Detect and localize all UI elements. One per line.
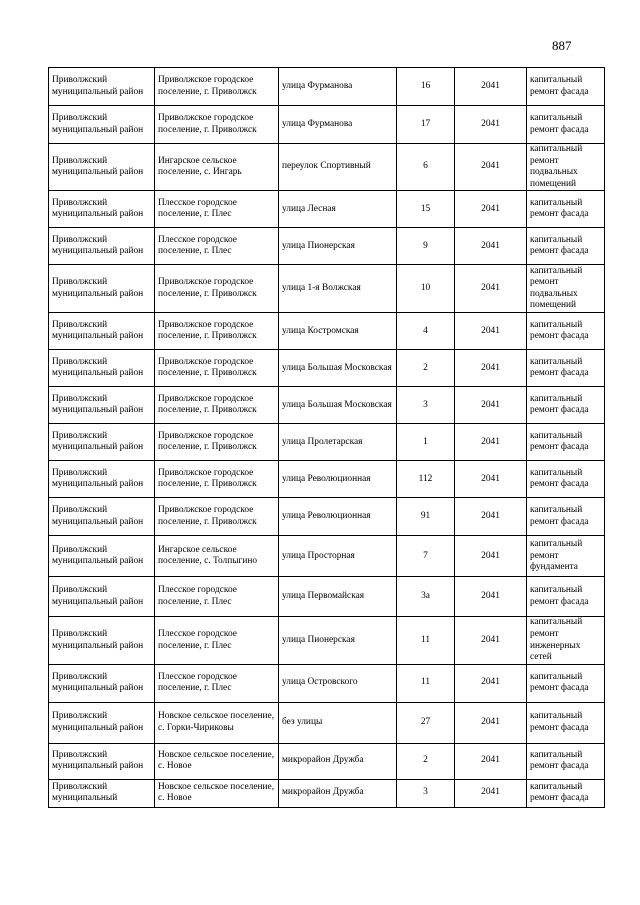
year-cell: 2041 xyxy=(455,461,527,498)
year-cell: 2041 xyxy=(455,536,527,577)
settlement-cell: Плесское городское поселение, г. Плес xyxy=(155,617,279,664)
house-cell: 11 xyxy=(397,664,455,702)
street-cell: улица Лесная xyxy=(279,191,397,228)
district-cell: Приволжский муниципальный район xyxy=(49,743,155,779)
street-cell: улица Пионерская xyxy=(279,228,397,265)
year-cell: 2041 xyxy=(455,664,527,702)
work-cell: капитальный ремонт инженерных сетей xyxy=(527,617,605,664)
house-cell: 16 xyxy=(397,68,455,106)
house-cell: 27 xyxy=(397,702,455,743)
house-cell: 6 xyxy=(397,144,455,191)
settlement-cell: Новское сельское поселение, с. Новое xyxy=(155,743,279,779)
settlement-cell: Плесское городское поселение, г. Плес xyxy=(155,664,279,702)
year-cell: 2041 xyxy=(455,350,527,387)
settlement-cell: Приволжское городское поселение, г. Приволжск xyxy=(155,313,279,350)
work-cell: капитальный ремонт фасада xyxy=(527,702,605,743)
year-cell: 2041 xyxy=(455,387,527,424)
district-cell: Приволжский муниципальный район xyxy=(49,144,155,191)
street-cell: улица Фурманова xyxy=(279,106,397,144)
district-cell: Приволжский муниципальный район xyxy=(49,536,155,577)
year-cell: 2041 xyxy=(455,228,527,265)
street-cell: улица Пионерская xyxy=(279,617,397,664)
work-cell: капитальный ремонт фасада xyxy=(527,191,605,228)
year-cell: 2041 xyxy=(455,68,527,106)
table-row xyxy=(49,743,605,779)
work-cell: капитальный ремонт фасада xyxy=(527,313,605,350)
year-cell: 2041 xyxy=(455,144,527,191)
table-row xyxy=(49,350,605,387)
table-row xyxy=(49,144,605,191)
house-cell: 2 xyxy=(397,743,455,779)
district-cell: Приволжский муниципальный район xyxy=(49,106,155,144)
table-row xyxy=(49,228,605,265)
settlement-cell: Приволжское городское поселение, г. Приволжск xyxy=(155,461,279,498)
table-row xyxy=(49,577,605,617)
repair-schedule-table xyxy=(48,67,605,808)
district-cell: Приволжский муниципальный район xyxy=(49,498,155,536)
year-cell: 2041 xyxy=(455,265,527,313)
settlement-cell: Ингарское сельское поселение, с. Ингарь xyxy=(155,144,279,191)
work-cell: капитальный ремонт фасада xyxy=(527,387,605,424)
street-cell: улица Большая Московская xyxy=(279,387,397,424)
district-cell: Приволжский муниципальный район xyxy=(49,265,155,313)
table-row xyxy=(49,106,605,144)
table-row xyxy=(49,664,605,702)
settlement-cell: Приволжское городское поселение, г. Приволжск xyxy=(155,498,279,536)
table-row xyxy=(49,461,605,498)
house-cell: 112 xyxy=(397,461,455,498)
table-row xyxy=(49,536,605,577)
year-cell: 2041 xyxy=(455,424,527,461)
work-cell: капитальный ремонт фасада xyxy=(527,664,605,702)
work-cell: капитальный ремонт фасада xyxy=(527,106,605,144)
settlement-cell: Приволжское городское поселение, г. Приволжск xyxy=(155,424,279,461)
settlement-cell: Плесское городское поселение, г. Плес xyxy=(155,577,279,617)
district-cell: Приволжский муниципальный район xyxy=(49,702,155,743)
district-cell: Приволжский муниципальный xyxy=(49,779,155,807)
year-cell: 2041 xyxy=(455,577,527,617)
work-cell: капитальный ремонт фасада xyxy=(527,743,605,779)
table-row xyxy=(49,617,605,664)
table-row xyxy=(49,702,605,743)
house-cell: 3а xyxy=(397,577,455,617)
work-cell: капитальный ремонт фасада xyxy=(527,779,605,807)
house-cell: 9 xyxy=(397,228,455,265)
district-cell: Приволжский муниципальный район xyxy=(49,577,155,617)
year-cell: 2041 xyxy=(455,498,527,536)
district-cell: Приволжский муниципальный район xyxy=(49,617,155,664)
work-cell: капитальный ремонт фасада xyxy=(527,577,605,617)
house-cell: 7 xyxy=(397,536,455,577)
street-cell: улица Первомайская xyxy=(279,577,397,617)
district-cell: Приволжский муниципальный район xyxy=(49,191,155,228)
street-cell: микрорайон Дружба xyxy=(279,743,397,779)
page-number: 887 xyxy=(552,38,572,53)
settlement-cell: Новское сельское поселение, с. Горки-Чириковы xyxy=(155,702,279,743)
district-cell: Приволжский муниципальный район xyxy=(49,461,155,498)
house-cell: 3 xyxy=(397,779,455,807)
settlement-cell: Новское сельское поселение, с. Новое xyxy=(155,779,279,807)
house-cell: 10 xyxy=(397,265,455,313)
street-cell: улица Большая Московская xyxy=(279,350,397,387)
table-row xyxy=(49,191,605,228)
table-row xyxy=(49,387,605,424)
year-cell: 2041 xyxy=(455,743,527,779)
street-cell: без улицы xyxy=(279,702,397,743)
house-cell: 4 xyxy=(397,313,455,350)
settlement-cell: Плесское городское поселение, г. Плес xyxy=(155,191,279,228)
table-row xyxy=(49,779,605,807)
house-cell: 3 xyxy=(397,387,455,424)
street-cell: микрорайон Дружба xyxy=(279,779,397,807)
settlement-cell: Приволжское городское поселение, г. Приволжск xyxy=(155,350,279,387)
street-cell: улица Революционная xyxy=(279,461,397,498)
work-cell: капитальный ремонт фасада xyxy=(527,350,605,387)
street-cell: переулок Спортивный xyxy=(279,144,397,191)
table-row xyxy=(49,424,605,461)
work-cell: капитальный ремонт фасада xyxy=(527,424,605,461)
house-cell: 17 xyxy=(397,106,455,144)
year-cell: 2041 xyxy=(455,313,527,350)
district-cell: Приволжский муниципальный район xyxy=(49,313,155,350)
work-cell: капитальный ремонт подвальных помещений xyxy=(527,265,605,313)
street-cell: улица Революционная xyxy=(279,498,397,536)
year-cell: 2041 xyxy=(455,191,527,228)
work-cell: капитальный ремонт фундамента xyxy=(527,536,605,577)
house-cell: 1 xyxy=(397,424,455,461)
district-cell: Приволжский муниципальный район xyxy=(49,68,155,106)
settlement-cell: Приволжское городское поселение, г. Приволжск xyxy=(155,106,279,144)
work-cell: капитальный ремонт фасада xyxy=(527,228,605,265)
house-cell: 2 xyxy=(397,350,455,387)
work-cell: капитальный ремонт фасада xyxy=(527,68,605,106)
settlement-cell: Приволжское городское поселение, г. Приволжск xyxy=(155,387,279,424)
street-cell: улица 1-я Волжская xyxy=(279,265,397,313)
settlement-cell: Плесское городское поселение, г. Плес xyxy=(155,228,279,265)
table-row xyxy=(49,68,605,106)
year-cell: 2041 xyxy=(455,702,527,743)
district-cell: Приволжский муниципальный район xyxy=(49,350,155,387)
street-cell: улица Пролетарская xyxy=(279,424,397,461)
district-cell: Приволжский муниципальный район xyxy=(49,664,155,702)
district-cell: Приволжский муниципальный район xyxy=(49,387,155,424)
work-cell: капитальный ремонт фасада xyxy=(527,461,605,498)
settlement-cell: Ингарское сельское поселение, с. Толпыгино xyxy=(155,536,279,577)
street-cell: улица Костромская xyxy=(279,313,397,350)
settlement-cell: Приволжское городское поселение, г. Приволжск xyxy=(155,265,279,313)
work-cell: капитальный ремонт фасада xyxy=(527,498,605,536)
table-row xyxy=(49,265,605,313)
year-cell: 2041 xyxy=(455,779,527,807)
district-cell: Приволжский муниципальный район xyxy=(49,228,155,265)
street-cell: улица Островского xyxy=(279,664,397,702)
house-cell: 11 xyxy=(397,617,455,664)
house-cell: 91 xyxy=(397,498,455,536)
work-cell: капитальный ремонт подвальных помещений xyxy=(527,144,605,191)
settlement-cell: Приволжское городское поселение, г. Приволжск xyxy=(155,68,279,106)
table-row xyxy=(49,313,605,350)
year-cell: 2041 xyxy=(455,617,527,664)
table-row xyxy=(49,498,605,536)
street-cell: улица Просторная xyxy=(279,536,397,577)
year-cell: 2041 xyxy=(455,106,527,144)
house-cell: 15 xyxy=(397,191,455,228)
district-cell: Приволжский муниципальный район xyxy=(49,424,155,461)
street-cell: улица Фурманова xyxy=(279,68,397,106)
